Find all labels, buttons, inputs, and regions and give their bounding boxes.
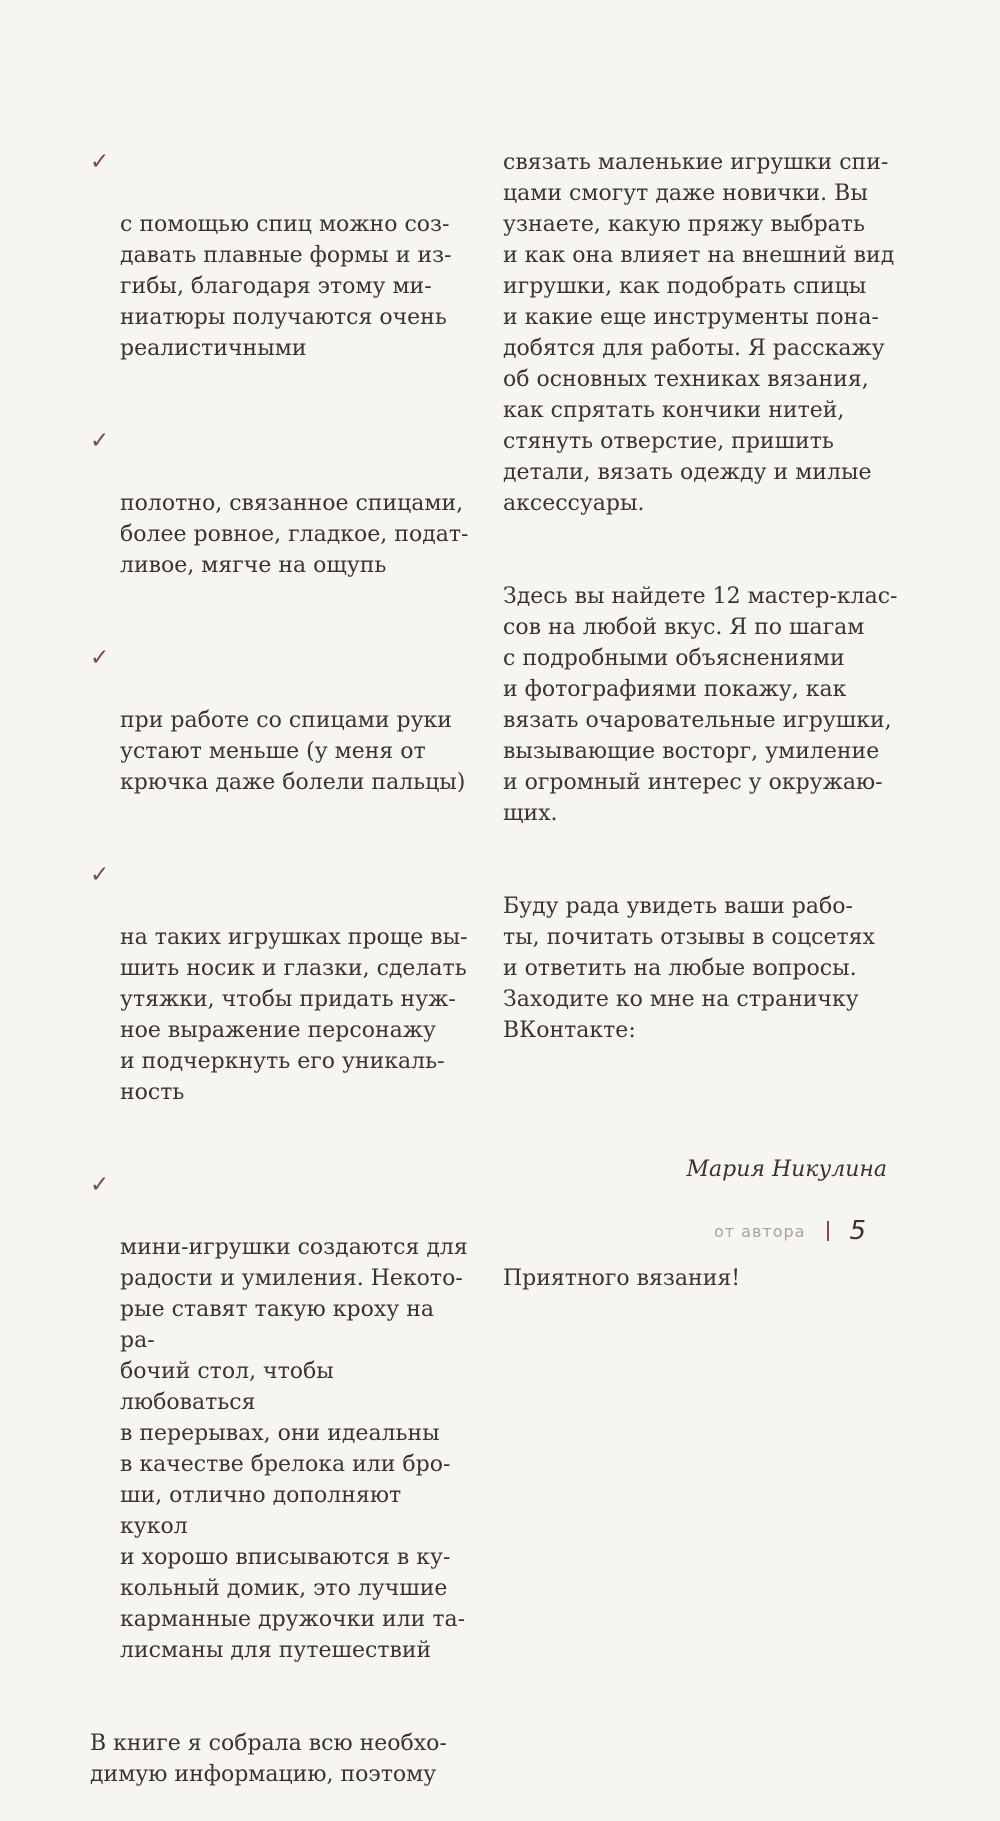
right-column — [503, 116, 923, 1325]
farewell-text: Приятного вязания! — [503, 1266, 741, 1291]
bullet-text: при работе со спицами руки устают меньше (у меня от крючка даже болели пальцы) — [120, 708, 466, 795]
check-icon: ✓ — [90, 149, 110, 175]
section-title: от автора — [713, 1221, 806, 1241]
author-signature: Мария Никулина — [686, 1157, 887, 1182]
check-icon: ✓ — [90, 428, 110, 454]
bullet-text: мини-игрушки создаются для радости и умиления. Некото- рые ставят такую кроху на ра- бочий стол, чтобы любоваться в перерывах, они идеальны в качестве брелока или бро- ши, отлично дополняют кукол и хорошо вписываются в ку- кольный домик, это лучшие карманные дружочки или та- лисманы для путешествий — [120, 1235, 468, 1663]
check-icon: ✓ — [90, 645, 110, 671]
check-icon: ✓ — [90, 1172, 110, 1198]
paragraph: Буду рада увидеть ваши рабо- ты, почитать отзывы в соцсетях и ответить на любые вопросы. Заходите ко мне на страничку ВКонтакте: — [503, 894, 875, 1043]
page-number: 5 — [849, 1216, 866, 1246]
paragraph: Здесь вы найдете 12 мастер-клас- сов на любой вкус. Я по шагам с подробными объяснениями и фотографиями покажу, как вязать очаровательные игрушки, вызывающие восторг, умиление и огромный интерес у окружаю- щих. — [503, 584, 898, 826]
paragraph: связать маленькие игрушки спи- цами смогут даже новички. Вы узнаете, какую пряжу выбрать и как она влияет на внешний вид игрушки, как подобрать спицы и какие еще инструменты пона- добятся для работы. Я расскажу об основных техниках вязания, как спрятать кончики нитей, стянуть отверстие, пришить детали, вязать одежду и милые аксессуары. — [503, 150, 895, 516]
left-column — [90, 116, 470, 1821]
footer-divider — [827, 1221, 829, 1241]
bullet-item — [90, 860, 470, 1108]
bullet-item — [90, 426, 470, 581]
bullet-text: с помощью спиц можно соз- давать плавные формы и из- гибы, благодаря этому ми- ниатюры получаются очень реалистичными — [120, 212, 452, 361]
page-footer — [714, 1216, 866, 1246]
check-icon: ✓ — [90, 862, 110, 888]
bullet-item — [90, 643, 470, 798]
bullet-text: полотно, связанное спицами, более ровное, гладкое, подат- ливое, мягче на ощупь — [120, 491, 469, 578]
bullet-item — [90, 147, 470, 364]
bullet-item — [90, 1170, 470, 1666]
bullet-text: на таких игрушках проще вы- шить носик и глазки, сделать утяжки, чтобы придать нуж- ное выражение персонажу и подчеркнуть его уникаль- ность — [120, 925, 468, 1105]
intro-paragraph: В книге я собрала всю необхо- димую информацию, поэтому — [90, 1731, 447, 1787]
